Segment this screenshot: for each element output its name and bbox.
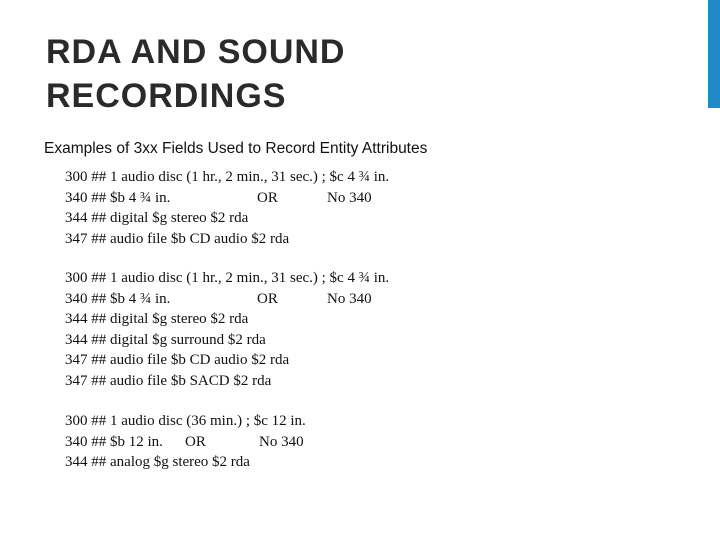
marc-field-line: 344 ## digital $g stereo $2 rda	[65, 210, 249, 226]
marc-field-line: 344 ## digital $g surround $2 rda	[65, 331, 266, 348]
slide-title	[46, 30, 345, 118]
marc-field-line-with-or	[65, 188, 389, 209]
marc-field-line: 300 ## 1 audio disc (1 hr., 2 min., 31 sec.) ; $c 4 ¾ in.	[65, 270, 390, 286]
alternative-text: No 340	[327, 290, 372, 307]
marc-field-line-with-or	[65, 432, 306, 453]
alternative-text: No 340	[259, 433, 304, 450]
or-word: OR	[257, 290, 278, 307]
title-line-1: RDA AND SOUND	[46, 33, 346, 71]
example-block-2	[65, 268, 389, 391]
marc-field-line: 300 ## 1 audio disc (1 hr., 2 min., 31 sec.) ; $c 4 ¾ in.	[65, 169, 390, 185]
title-line-2: RECORDINGS	[46, 77, 287, 115]
or-word: OR	[185, 433, 206, 450]
marc-field-line: 344 ## digital $g stereo $2 rda	[65, 311, 249, 327]
marc-field-line: 300 ## 1 audio disc (36 min.) ; $c 12 in.	[65, 413, 306, 429]
marc-field-text: 340 ## $b 12 in.	[65, 433, 163, 450]
marc-field-line: 347 ## audio file $b CD audio $2 rda	[65, 230, 290, 247]
accent-bar	[708, 0, 720, 108]
example-block-1	[65, 167, 389, 249]
marc-field-text: 340 ## $b 4 ¾ in.	[65, 290, 171, 307]
example-block-3	[65, 411, 306, 473]
marc-field-line: 344 ## analog $g stereo $2 rda	[65, 454, 250, 470]
marc-field-text: 340 ## $b 4 ¾ in.	[65, 189, 171, 206]
marc-field-line: 347 ## audio file $b SACD $2 rda	[65, 372, 272, 389]
or-word: OR	[257, 189, 278, 206]
marc-field-line-with-or	[65, 289, 389, 310]
slide-subtitle: Examples of 3xx Fields Used to Record Entity Attributes	[44, 140, 428, 157]
alternative-text: No 340	[327, 189, 372, 206]
marc-field-line: 347 ## audio file $b CD audio $2 rda	[65, 352, 290, 368]
